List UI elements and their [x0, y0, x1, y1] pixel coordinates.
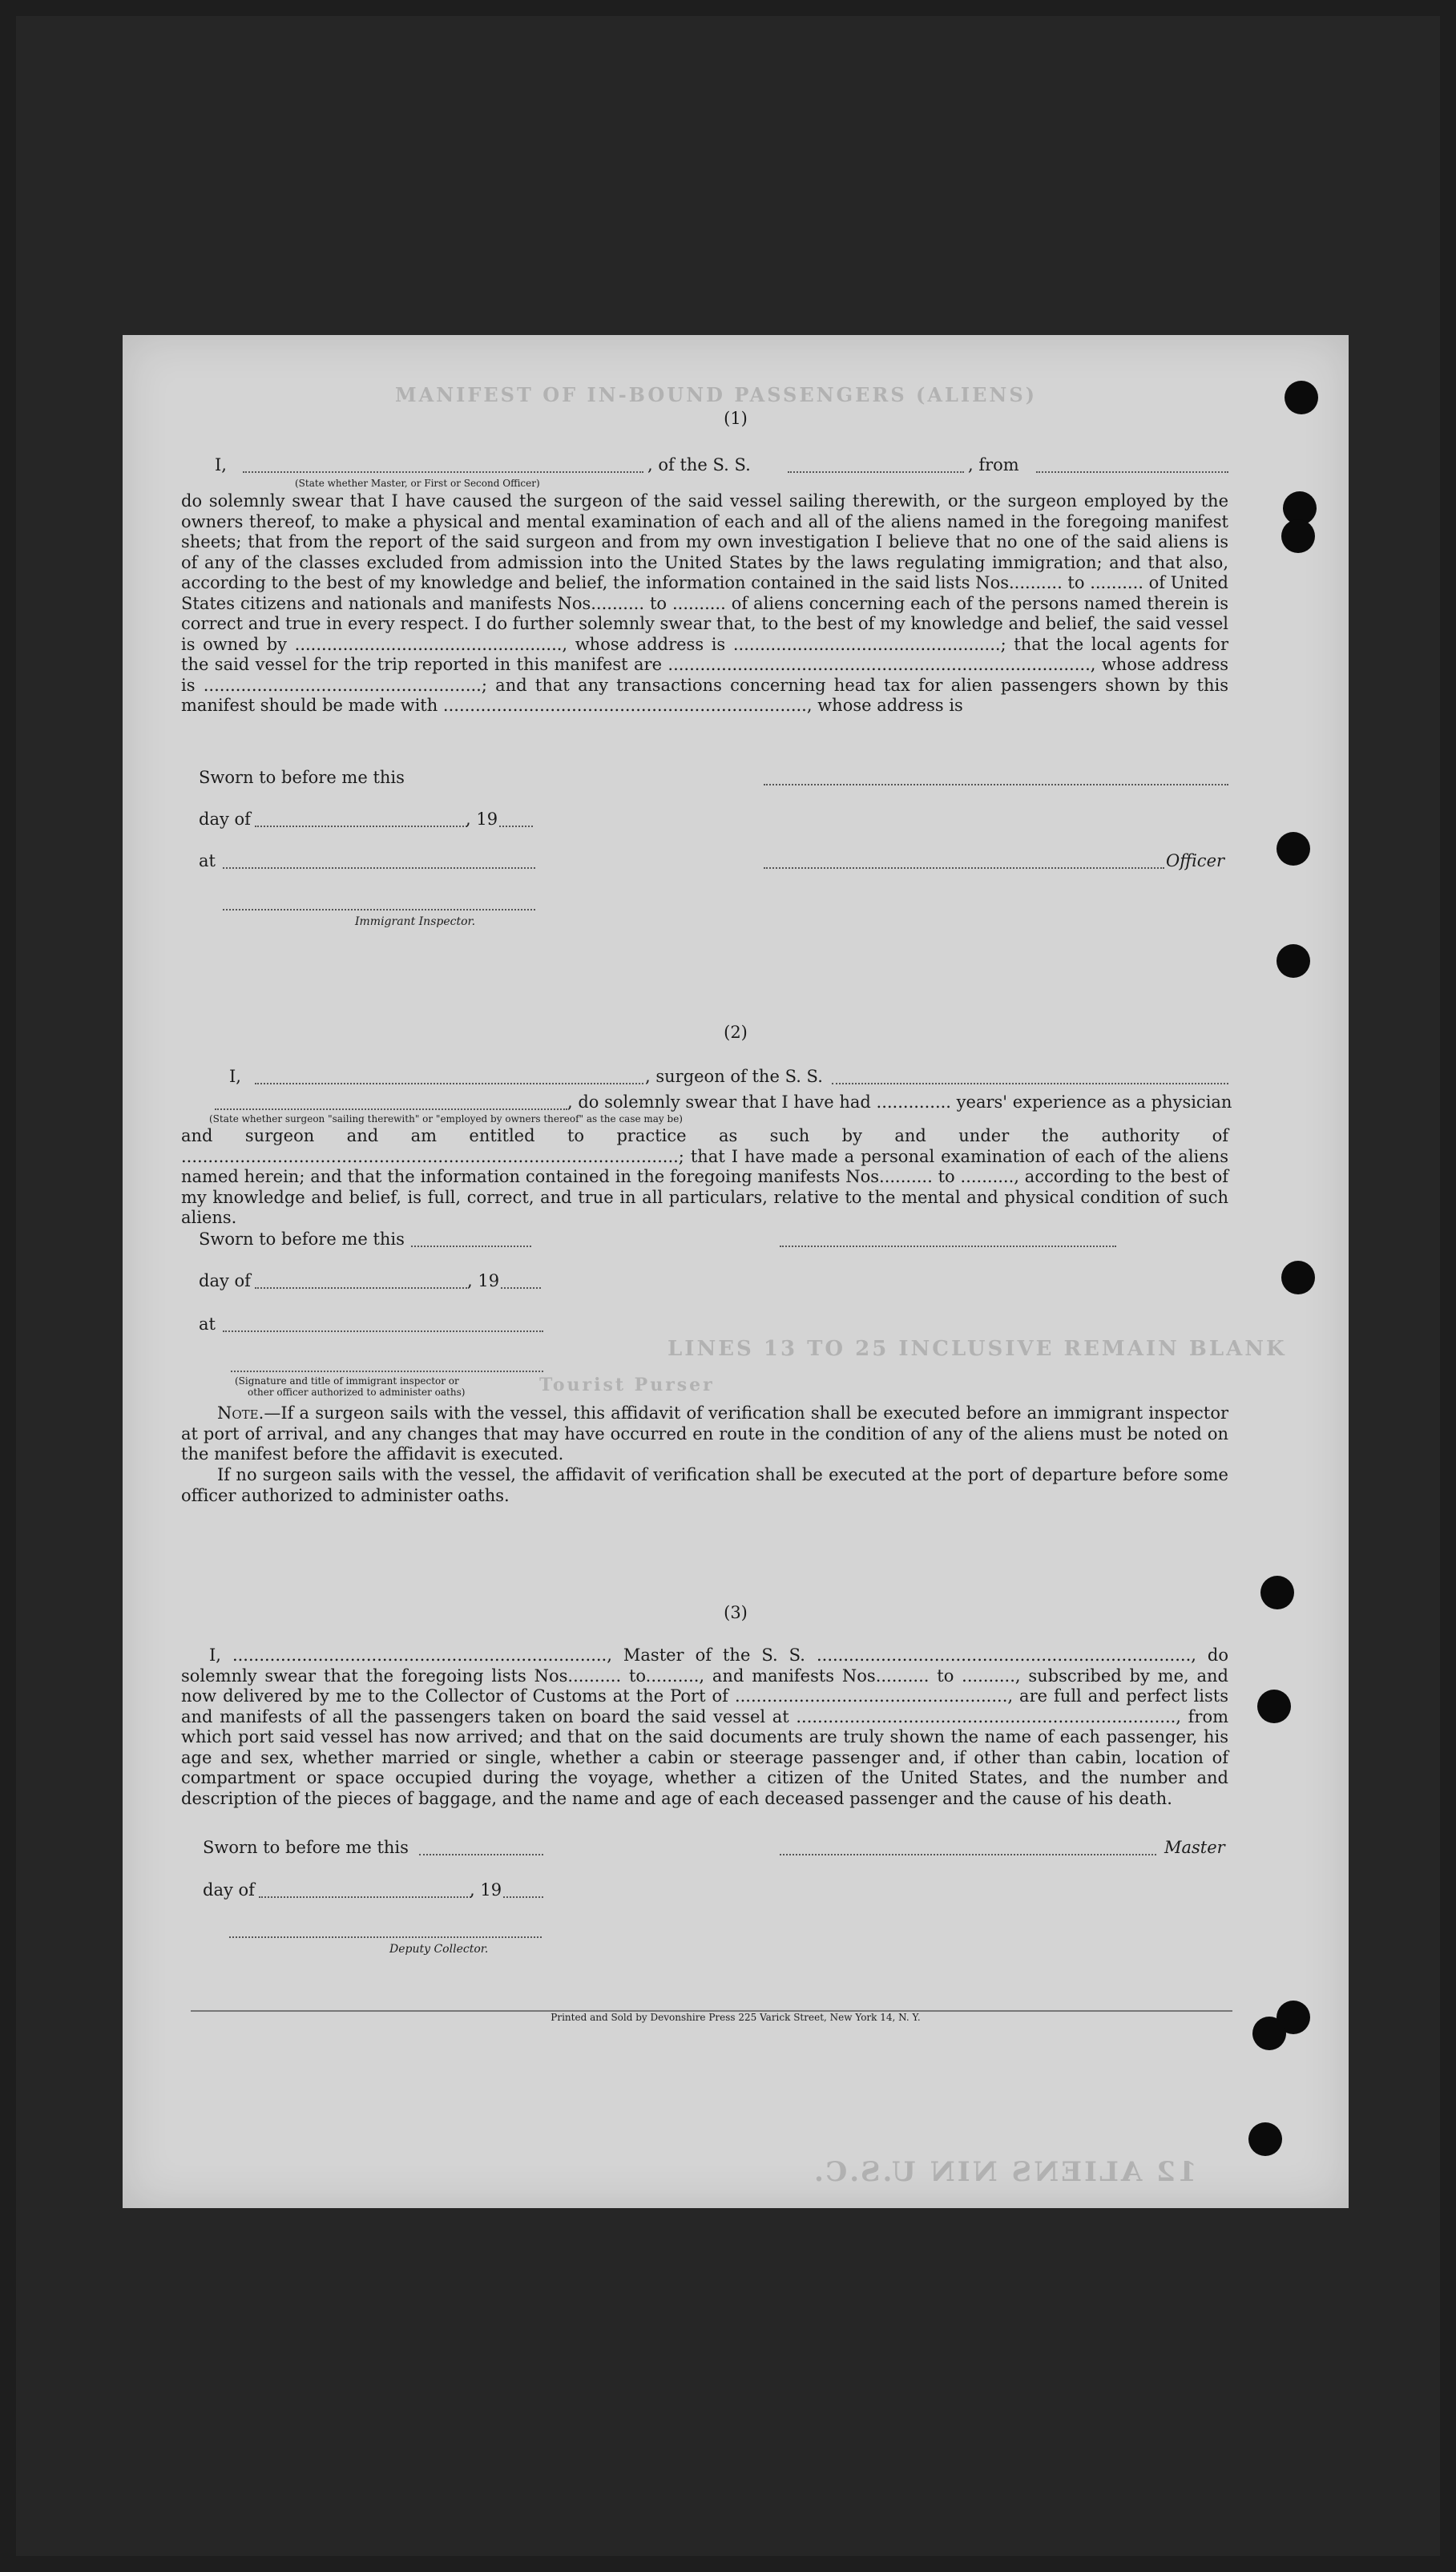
section-3-oath: I, ......................................................................, Master of the S. S. ......................................................................, do solemnly swear that the foregoing lists Nos.......... to.........., and manifests Nos.......... to .........., subscribed by me, and now delivered by me to the Collector of Customs at the Port of ..................................................., are full and perfect lists and manifests of all the passengers taken on board the said vessel at ......................................................................., from which port said vessel has now arrived; and that on the said documents are truly shown the name of each passenger, his age and sex, whether married or single, whether a cabin or steerage passenger and, if other than cabin, location of compartment or space occupied during the voyage, whether a citizen of the United States, and the number and description of the pieces of baggage, and the name and age of each deceased passenger and the cause of his death. [181, 1645, 1228, 1808]
section-1-day-of: day of [199, 810, 251, 829]
binder-hole [1257, 1690, 1291, 1723]
section-2-year-blank [501, 1287, 541, 1289]
section-3-day-blank [259, 1896, 471, 1898]
section-2-year: , 19 [467, 1271, 500, 1290]
section-3-sworn: Sworn to before me this [203, 1838, 409, 1857]
section-2-sworn-blank [411, 1246, 531, 1247]
binder-hole [1248, 2122, 1282, 2156]
section-1-oath: do solemnly swear that I have caused the surgeon of the said vessel sailing therewith, or the surgeon employed by the owners thereof, to make a physical and mental examination of each and all of the aliens named in the foregoing manifest sheets; that from the report of the said surgeon and from my own investigation I believe that no one of the said aliens is of any of the classes excluded from admission into the United States by the laws regulating immigration; and that also, according to the best of my knowledge and belief, the information contained in the said lists Nos.......... to .......... of United States citizens and nationals and manifests Nos.......... to .......... of aliens concerning each of the persons named therein is correct and true in every respect. I do further solemnly swear that, to the best of my knowledge and belief, the said vessel is owned by .................................................., whose address is ..................................................; that the local agents for the said vessel for the trip reported in this manifest are ..............................................................................., whose address is ....................................................; and that any transactions concerning head tax for alien passengers shown by this manifest should be made with ...................................................................., whose address is [181, 491, 1228, 715]
section-2-sailing-blank [215, 1108, 567, 1110]
section-2-surgeon-note: (State whether surgeon "sailing therewith" or "employed by owners thereof" as the case may be) [209, 1113, 683, 1124]
section-1-name-blank [243, 471, 643, 473]
section-1-from: , from [968, 455, 1019, 474]
section-2-day-blank [255, 1287, 467, 1289]
printer-imprint: Printed and Sold by Devonshire Press 225 Varick Street, New York 14, N. Y. [551, 2012, 921, 2023]
section-3-sworn-blank [419, 1854, 543, 1855]
section-1-officer: Officer [1166, 851, 1225, 870]
section-2-name-blank [255, 1083, 643, 1084]
section-2-number: (2) [724, 1023, 748, 1042]
section-3-deputy-blank [229, 1936, 542, 1938]
section-2-sworn: Sworn to before me this [199, 1229, 405, 1249]
bleed-through-footer: 12 ALIENS NIN U.S.C. [812, 2156, 1197, 2188]
section-2-surgeon-of: , surgeon of the S. S. [645, 1067, 823, 1086]
section-2-ship-blank [832, 1083, 1228, 1084]
binder-hole [1277, 944, 1310, 978]
section-1-ship-blank [788, 471, 964, 473]
section-2-signature-blank [231, 1371, 543, 1372]
section-2-at-blank [223, 1330, 543, 1332]
section-2-at: at [199, 1314, 216, 1334]
section-1-at-blank [223, 867, 535, 869]
section-2-right-blank [780, 1246, 1116, 1247]
section-1-year: , 19 [466, 810, 498, 829]
section-3-master-blank [780, 1854, 1156, 1855]
binder-hole [1281, 1261, 1315, 1294]
manifest-page [123, 335, 1349, 2208]
bleed-through-title: MANIFEST OF IN-BOUND PASSENGERS (ALIENS) [395, 383, 1038, 406]
binder-hole [1281, 519, 1315, 553]
section-1-inspector: Immigrant Inspector. [355, 915, 476, 928]
section-2-signature-note-2: other officer authorized to administer oaths) [248, 1387, 466, 1398]
note-label: Note. [217, 1403, 264, 1423]
section-1-year-blank [499, 826, 533, 827]
bleed-through-tourist: Tourist Purser [539, 1375, 715, 1395]
section-1-officer-blank [764, 867, 1164, 869]
section-3-day-of: day of [203, 1880, 255, 1900]
section-1-right-blank [764, 784, 1228, 785]
section-3-master: Master [1164, 1838, 1225, 1857]
section-2-signature-note-1: (Signature and title of immigrant inspector or [235, 1375, 459, 1387]
section-1-of-ss: , of the S. S. [647, 455, 751, 474]
section-3-year-blank [503, 1896, 543, 1898]
section-2-oath: and surgeon and am entitled to practice as such by and under the authority of .............................................................................................; that I have made a personal examination of each of the aliens named herein; and that the information contained in the foregoing manifests Nos.......... to .........., according to the best of my knowledge and belief, is full, correct, and true in all particulars, relative to the mental and physical condition of such aliens. [181, 1126, 1228, 1227]
section-3-number: (3) [724, 1603, 748, 1622]
binder-hole [1277, 832, 1310, 866]
section-1-number: (1) [724, 409, 748, 428]
note-text: —If a surgeon sails with the vessel, this affidavit of verification shall be executed before an immigrant inspector at port of arrival, and any changes that may have occurred en route in the condition of any of the aliens must be noted on the manifest before the affidavit is executed. [181, 1403, 1228, 1464]
section-2-note [181, 1403, 1228, 1465]
section-1-i: I, [215, 455, 227, 474]
section-1-inspector-blank [223, 909, 535, 910]
section-2-i: I, [229, 1067, 241, 1086]
section-1-from-blank [1036, 471, 1228, 473]
section-1-at: at [199, 851, 216, 870]
section-2-note-2: If no surgeon sails with the vessel, the affidavit of verification shall be executed at the port of departure before some officer authorized to administer oaths. [181, 1465, 1228, 1505]
section-3-deputy: Deputy Collector. [389, 1943, 489, 1956]
section-2-years-line: , do solemnly swear that I have had .............. years' experience as a physician [567, 1092, 1232, 1112]
bleed-through-lines-note: LINES 13 TO 25 INCLUSIVE REMAIN BLANK [668, 1337, 1287, 1361]
section-1-officer-note: (State whether Master, or First or Second Officer) [295, 478, 540, 489]
section-3-year: , 19 [470, 1880, 502, 1900]
section-2-day-of: day of [199, 1271, 251, 1290]
section-1-day-blank [255, 826, 467, 827]
section-1-sworn: Sworn to before me this [199, 768, 405, 787]
